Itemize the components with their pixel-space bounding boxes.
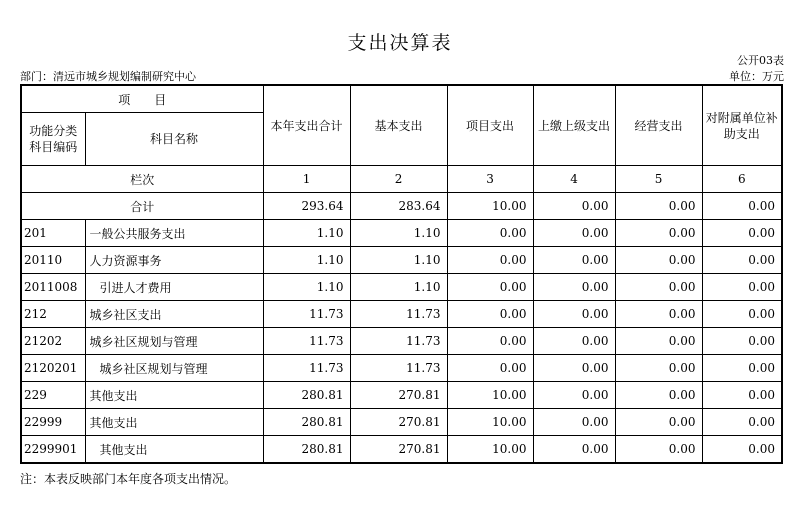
table-row <box>21 355 782 382</box>
subject-name: 城乡社区规划与管理 <box>85 355 263 382</box>
table-row <box>21 409 782 436</box>
cell-value: 11.73 <box>263 301 350 328</box>
func-code: 2299901 <box>21 436 85 464</box>
total-label: 合计 <box>21 193 263 220</box>
cell-value: 0.00 <box>615 355 702 382</box>
cell-value: 1.10 <box>263 247 350 274</box>
table-row <box>21 274 782 301</box>
func-code: 201 <box>21 220 85 247</box>
cell-value: 0.00 <box>702 301 782 328</box>
cell-value: 0.00 <box>615 409 702 436</box>
cell-value: 0.00 <box>533 355 615 382</box>
cell-value: 0.00 <box>615 274 702 301</box>
cell-value: 11.73 <box>350 355 447 382</box>
cell-value: 0.00 <box>702 220 782 247</box>
unit-label: 单位：万元 <box>729 70 784 83</box>
cell-value: 0.00 <box>702 355 782 382</box>
cell-value: 0.00 <box>447 328 533 355</box>
header-col-1: 本年支出合计 <box>263 85 350 166</box>
department-label: 部门：清远市城乡规划编制研究中心 <box>20 70 196 83</box>
cell-value: 0.00 <box>615 328 702 355</box>
cell-value: 280.81 <box>263 436 350 464</box>
cell-value: 0.00 <box>533 436 615 464</box>
cell-value: 0.00 <box>447 301 533 328</box>
header-project: 项 目 <box>21 85 263 113</box>
cell-value: 0.00 <box>447 274 533 301</box>
cell-value: 10.00 <box>447 382 533 409</box>
cell-value: 0.00 <box>533 220 615 247</box>
func-code: 20110 <box>21 247 85 274</box>
func-code: 212 <box>21 301 85 328</box>
cell-value: 0.00 <box>702 436 782 464</box>
header-col-6: 对附属单位补助支出 <box>702 85 782 166</box>
cell-value: 0.00 <box>447 355 533 382</box>
table-row <box>21 301 782 328</box>
subject-name: 城乡社区规划与管理 <box>85 328 263 355</box>
cell-value: 0.00 <box>702 274 782 301</box>
table-row <box>21 220 782 247</box>
cell-value: 280.81 <box>263 409 350 436</box>
cell-value: 11.73 <box>263 355 350 382</box>
cell-value: 270.81 <box>350 382 447 409</box>
subject-name: 城乡社区支出 <box>85 301 263 328</box>
total-value: 293.64 <box>263 193 350 220</box>
func-code: 21202 <box>21 328 85 355</box>
expenditure-table <box>20 84 783 464</box>
row-index-5: 5 <box>615 166 702 193</box>
cell-value: 0.00 <box>702 409 782 436</box>
cell-value: 280.81 <box>263 382 350 409</box>
func-code: 22999 <box>21 409 85 436</box>
row-index-6: 6 <box>702 166 782 193</box>
cell-value: 0.00 <box>702 247 782 274</box>
cell-value: 0.00 <box>533 382 615 409</box>
row-index-4: 4 <box>533 166 615 193</box>
total-value: 283.64 <box>350 193 447 220</box>
subject-name: 其他支出 <box>85 382 263 409</box>
cell-value: 0.00 <box>702 328 782 355</box>
cell-value: 0.00 <box>615 436 702 464</box>
header-col-2: 基本支出 <box>350 85 447 166</box>
cell-value: 0.00 <box>533 274 615 301</box>
cell-value: 1.10 <box>263 220 350 247</box>
cell-value: 0.00 <box>615 247 702 274</box>
cell-value: 0.00 <box>533 247 615 274</box>
cell-value: 1.10 <box>350 247 447 274</box>
cell-value: 1.10 <box>350 274 447 301</box>
func-code: 2120201 <box>21 355 85 382</box>
cell-value: 0.00 <box>533 301 615 328</box>
cell-value: 0.00 <box>615 220 702 247</box>
subject-name: 其他支出 <box>85 436 263 464</box>
row-index-2: 2 <box>350 166 447 193</box>
row-index-3: 3 <box>447 166 533 193</box>
table-row <box>21 328 782 355</box>
cell-value: 0.00 <box>615 301 702 328</box>
page-title: 支出决算表 <box>347 32 453 54</box>
header-col-4: 上缴上级支出 <box>533 85 615 166</box>
cell-value: 1.10 <box>350 220 447 247</box>
cell-value: 10.00 <box>447 436 533 464</box>
subject-name: 引进人才费用 <box>85 274 263 301</box>
row-index-label: 栏次 <box>21 166 263 193</box>
subject-name: 其他支出 <box>85 409 263 436</box>
row-index-1: 1 <box>263 166 350 193</box>
total-value: 0.00 <box>533 193 615 220</box>
subject-name: 一般公共服务支出 <box>85 220 263 247</box>
cell-value: 0.00 <box>533 409 615 436</box>
cell-value: 11.73 <box>350 328 447 355</box>
total-value: 0.00 <box>615 193 702 220</box>
header-col-5: 经营支出 <box>615 85 702 166</box>
table-row <box>21 382 782 409</box>
total-value: 10.00 <box>447 193 533 220</box>
func-code: 2011008 <box>21 274 85 301</box>
cell-value: 0.00 <box>447 247 533 274</box>
header-subject-name: 科目名称 <box>85 113 263 166</box>
cell-value: 0.00 <box>615 382 702 409</box>
header-func-code: 功能分类科目编码 <box>21 113 85 166</box>
table-row <box>21 247 782 274</box>
subject-name: 人力资源事务 <box>85 247 263 274</box>
cell-value: 11.73 <box>350 301 447 328</box>
cell-value: 10.00 <box>447 409 533 436</box>
form-code: 公开03表 <box>737 54 784 67</box>
cell-value: 11.73 <box>263 328 350 355</box>
cell-value: 0.00 <box>533 328 615 355</box>
cell-value: 270.81 <box>350 409 447 436</box>
func-code: 229 <box>21 382 85 409</box>
footnote: 注：本表反映部门本年度各项支出情况。 <box>20 472 237 486</box>
cell-value: 1.10 <box>263 274 350 301</box>
cell-value: 0.00 <box>447 220 533 247</box>
header-col-3: 项目支出 <box>447 85 533 166</box>
cell-value: 0.00 <box>702 382 782 409</box>
cell-value: 270.81 <box>350 436 447 464</box>
table-row <box>21 436 782 464</box>
total-value: 0.00 <box>702 193 782 220</box>
total-row <box>21 193 782 220</box>
